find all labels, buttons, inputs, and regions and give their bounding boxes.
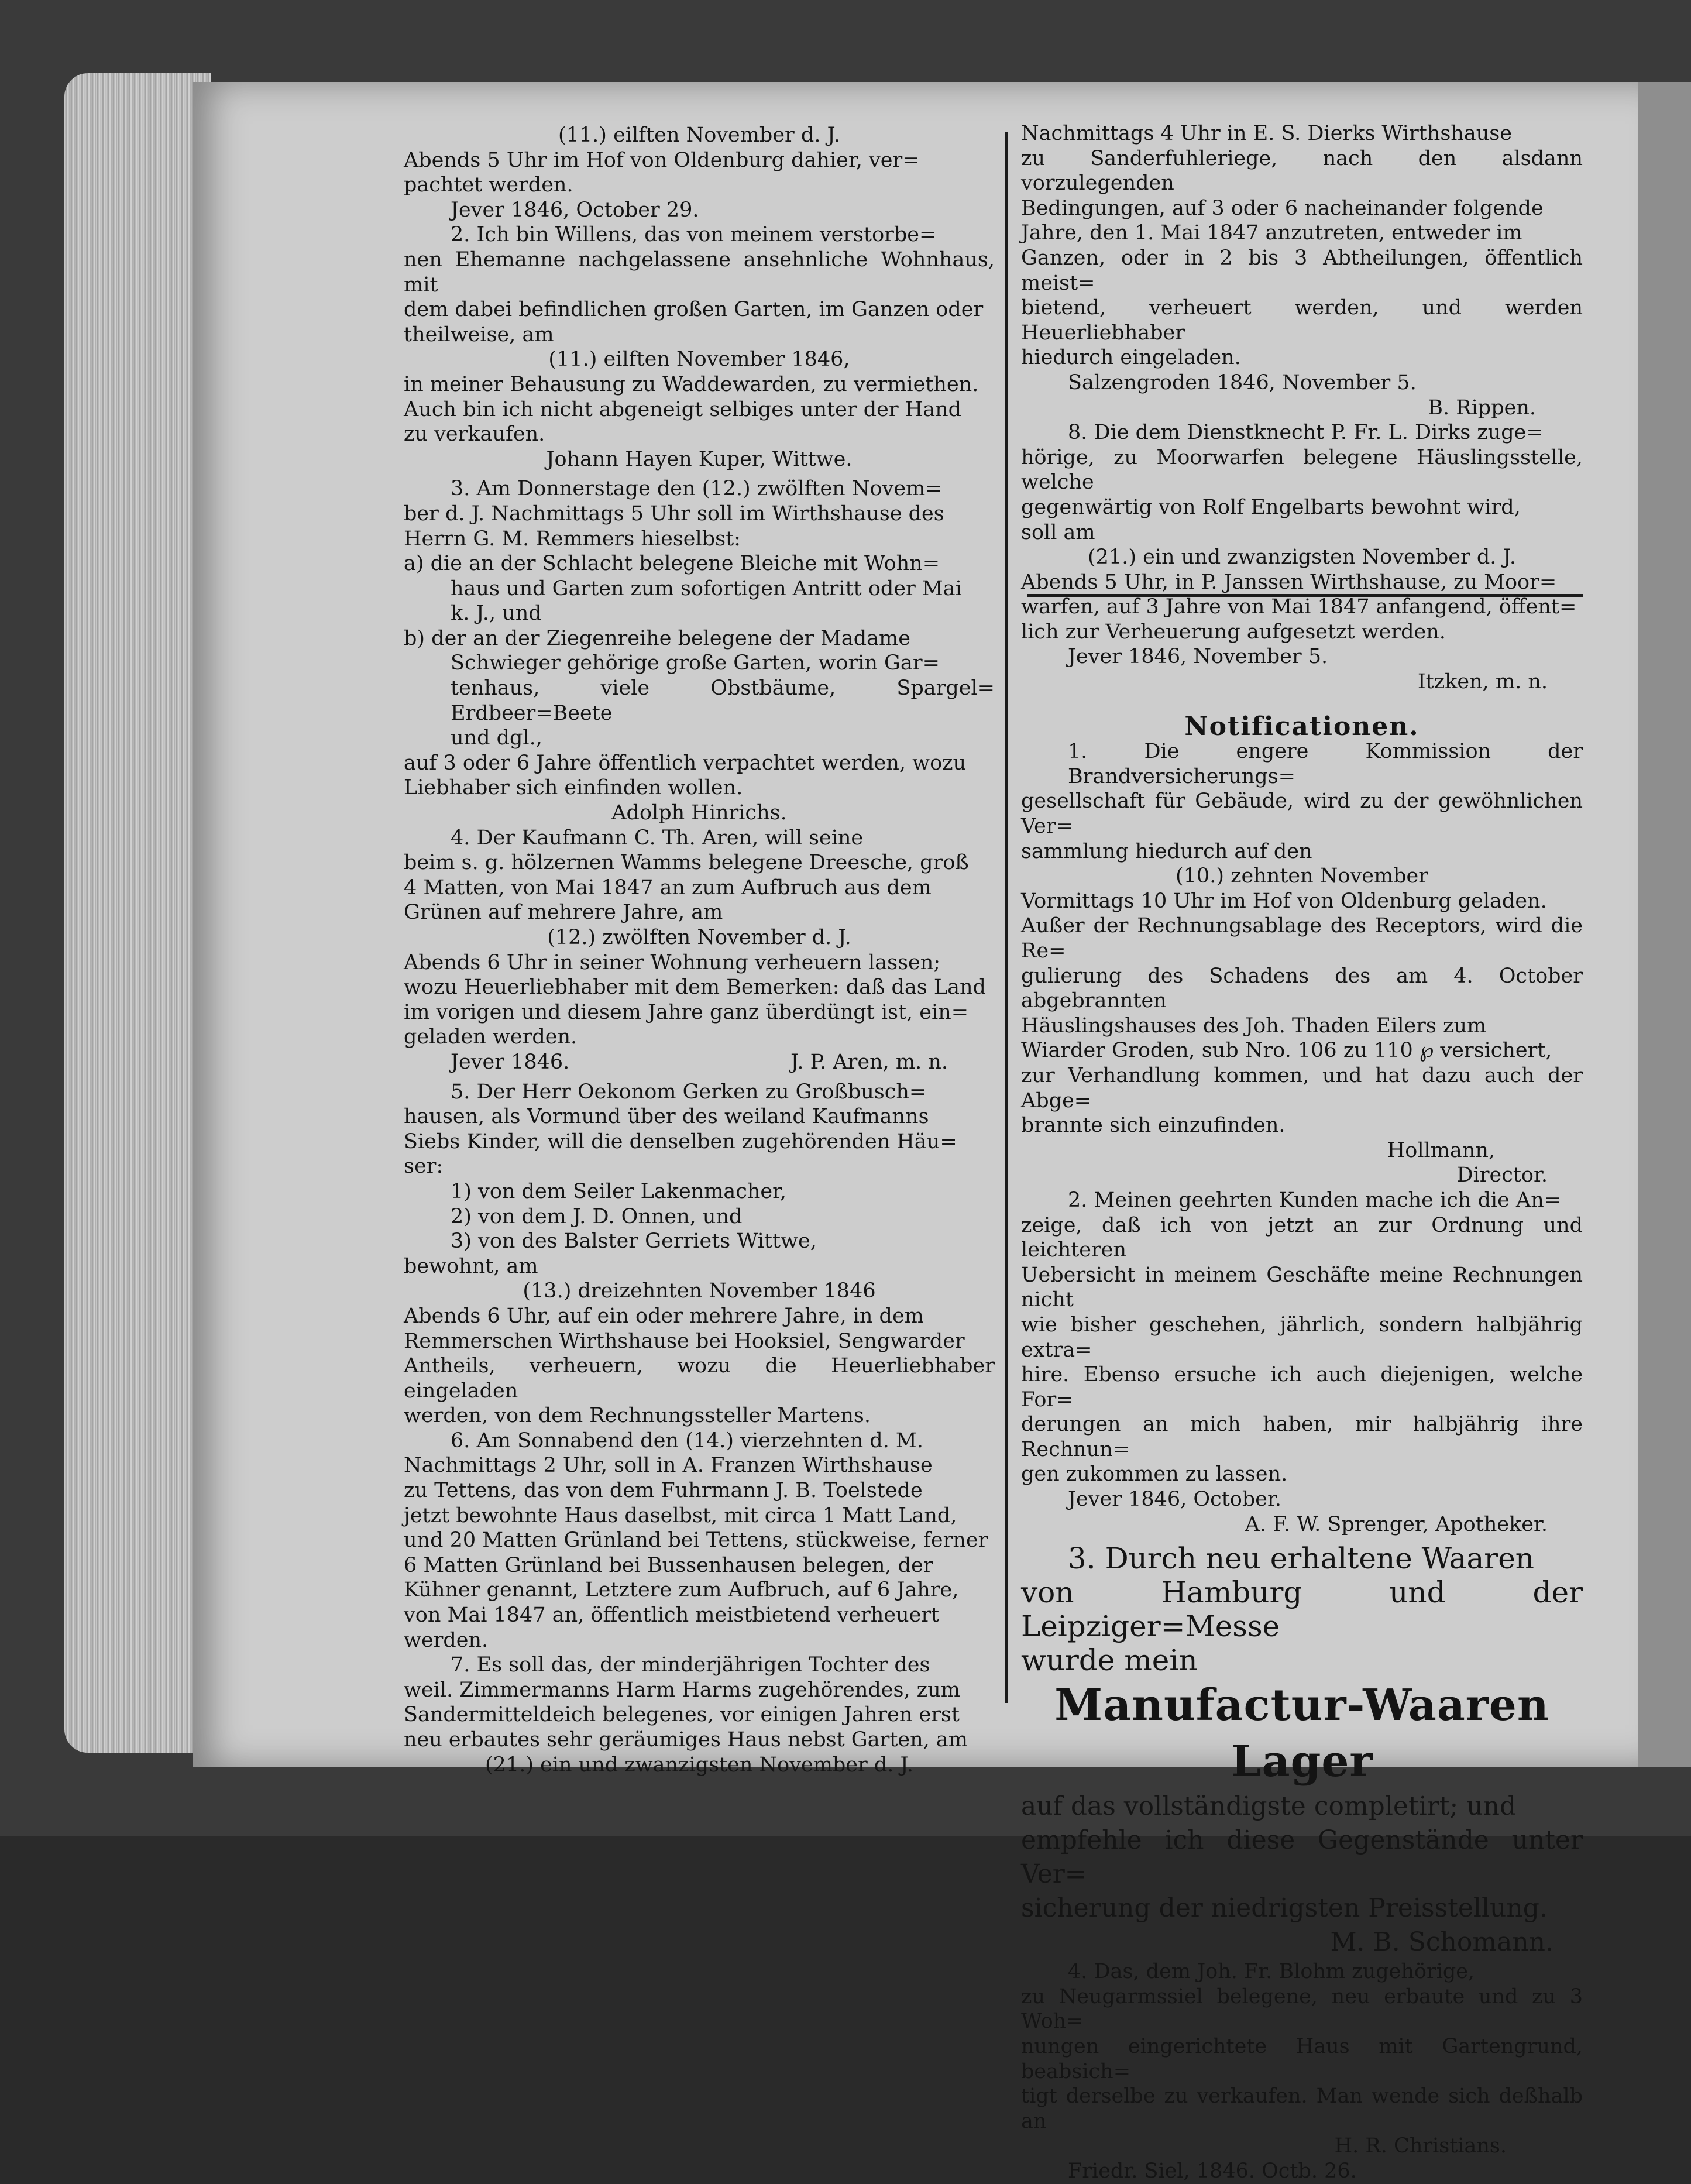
text-line: gen zukommen zu lassen. [1021, 1462, 1288, 1486]
text-line: Herrn G. M. Remmers hieselbst: [404, 527, 741, 551]
place-date: Jever 1846. [451, 1050, 570, 1074]
text-line: 6 Matten Grünland bei Bussenhausen belegen, der [404, 1553, 933, 1577]
text-line: (21.) ein und zwanzigsten November d. J. [1088, 545, 1516, 569]
signature-line: B. Rippen. [1428, 396, 1536, 420]
text-line: ber d. J. Nachmittags 5 Uhr soll im Wirthshause des [404, 502, 944, 526]
text-line: derungen an mich haben, mir halbjährig ihre Rechnun= [1021, 1413, 1583, 1461]
signature-line: Hollmann, [1387, 1138, 1495, 1162]
text-line: jetzt bewohnte Haus daselbst, mit circa 1 Matt Land, [404, 1503, 957, 1527]
text-line: theilweise, am [404, 322, 554, 346]
text-line: Grünen auf mehrere Jahre, am [404, 901, 723, 925]
text-line: k. J., und [451, 602, 542, 626]
text-line: Jever 1846, October. [1068, 1488, 1281, 1512]
book-page-edges [64, 73, 211, 1753]
text-line: Liebhaber sich einfinden wollen. [404, 776, 743, 800]
text-line: nen Ehemanne nachgelassene ansehnliche Wohnhaus, mit [404, 248, 995, 297]
text-line: soll am [1021, 520, 1095, 544]
text-line: Antheils, verheuern, wozu die Heuerliebhaber eingeladen [404, 1354, 995, 1403]
text-line: Schwieger gehörige große Garten, worin Gar= [451, 651, 940, 675]
signature-line: A. F. W. Sprenger, Apotheker. [1245, 1512, 1548, 1536]
text-line: (10.) zehnten November [1176, 864, 1428, 888]
text-line: Häuslingshauses des Joh. Thaden Eilers zum [1021, 1014, 1487, 1038]
signature-line: Adolph Hinrichs. [611, 801, 787, 825]
text-line: 1) von dem Seiler Lakenmacher, [451, 1179, 787, 1203]
text-line: gegenwärtig von Rolf Engelbarts bewohnt wird, [1021, 495, 1521, 519]
signature-line: Johann Hayen Kuper, Wittwe. [546, 447, 853, 471]
text-line: von Mai 1847 an, öffentlich meistbietend verheuert [404, 1603, 940, 1627]
text-line: ser: [404, 1155, 444, 1179]
text-line: Jever 1846, November 5. [1068, 645, 1328, 669]
text-line: 4. Das, dem Joh. Fr. Blohm zugehörige, [1068, 1960, 1475, 1984]
text-line: weil. Zimmermanns Harm Harms zugehörendes, zum [404, 1678, 960, 1702]
advertisement-headline: Lager [1231, 1736, 1373, 1787]
text-line: 5. Der Herr Oekonom Gerken zu Großbusch= [451, 1080, 927, 1104]
section-heading: Notificationen. [1184, 711, 1420, 741]
text-line: 1. Die engere Kommission der Brandversicherungs= [1068, 740, 1583, 788]
text-line: zur Verhandlung kommen, und hat dazu auch der Abge= [1021, 1063, 1583, 1112]
text-line: beim s. g. hölzernen Wamms belegene Dreesche, groß [404, 851, 969, 875]
text-line: und 20 Matten Grünland bei Tettens, stückweise, ferner [404, 1529, 988, 1553]
text-line: tenhaus, viele Obstbäume, Spargel= Erdbeer=Beete [451, 677, 995, 725]
text-line: a) die an der Schlacht belegene Bleiche mit Wohn= [404, 552, 940, 576]
text-line: Kühner genannt, Letztere zum Aufbruch, auf 6 Jahre, [404, 1578, 959, 1602]
text-line: neu erbautes sehr geräumiges Haus nebst Garten, am [404, 1728, 968, 1752]
text-line: werden, von dem Rechnungssteller Martens. [404, 1404, 871, 1428]
text-line: wie bisher geschehen, jährlich, sondern halbjährig extra= [1021, 1313, 1583, 1362]
advertisement-headline: Manufactur-Waaren [1054, 1680, 1549, 1731]
text-line: bietend, verheuert werden, und werden Heuerliebhaber [1021, 296, 1583, 345]
text-line: zu Sanderfuhleriege, nach den alsdann vorzulegenden [1021, 146, 1583, 195]
text-line: Nachmittags 4 Uhr in E. S. Dierks Wirthshause [1021, 122, 1512, 145]
text-line: Wiarder Groden, sub Nro. 106 zu 110 ℘ versichert, [1021, 1039, 1552, 1063]
text-line: Abends 6 Uhr, auf ein oder mehrere Jahre, in dem [404, 1304, 924, 1328]
text-line: (11.) eilften November 1846, [548, 348, 850, 372]
text-line: 2) von dem J. D. Onnen, und [451, 1204, 743, 1228]
signature-line [404, 1050, 995, 1075]
text-line: gulierung des Schadens des am 4. October abgebrannten [1021, 964, 1583, 1013]
text-line: (21.) ein und zwanzigsten November d. J. [485, 1753, 913, 1777]
text-line: Bedingungen, auf 3 oder 6 nacheinander folgende [1021, 196, 1544, 220]
left-column [404, 123, 995, 1777]
signature-line: M. B. Schomann. [1330, 1927, 1553, 1958]
text-line: nungen eingerichtete Haus mit Gartengrund, beabsich= [1021, 2035, 1583, 2083]
text-line: in meiner Behausung zu Waddewarden, zu vermiethen. [404, 372, 979, 396]
advertisement-line: sicherung der niedrigsten Preisstellung. [1021, 1893, 1548, 1924]
text-line: 6. Am Sonnabend den (14.) vierzehnten d. M. [451, 1428, 923, 1452]
text-line: Uebersicht in meinem Geschäfte meine Rechnungen nicht [1021, 1263, 1583, 1312]
text-line: 2. Ich bin Willens, das von meinem verstorbe= [451, 223, 937, 247]
text-line: zu verkaufen. [404, 423, 545, 447]
text-line: werden. [404, 1628, 489, 1652]
text-line: (11.) eilften November d. J. [558, 123, 841, 147]
signature-line: Itzken, m. n. [1417, 670, 1548, 694]
text-line: Friedr. Siel, 1846. Octb. 26. [1068, 2159, 1357, 2183]
text-line: 3) von des Balster Gerriets Wittwe, [451, 1230, 817, 1254]
advertisement-line: von Hamburg und der Leipziger=Messe [1021, 1575, 1583, 1644]
text-line: hörige, zu Moorwarfen belegene Häuslingsstelle, welche [1021, 445, 1583, 495]
text-line: bewohnt, am [404, 1254, 538, 1278]
text-line: Abends 5 Uhr, in P. Janssen Wirthshause, zu Moor= [1021, 570, 1557, 594]
text-line: 2. Meinen geehrten Kunden mache ich die An= [1068, 1188, 1562, 1212]
text-line: im vorigen und diesem Jahre ganz überdüngt ist, ein= [404, 1000, 969, 1024]
text-line: Außer der Rechnungsablage des Receptors, wird die Re= [1021, 914, 1583, 963]
text-line: sammlung hiedurch auf den [1021, 839, 1312, 863]
text-line: 7. Es soll das, der minderjährigen Tochter des [451, 1653, 930, 1677]
text-line: Abends 6 Uhr in seiner Wohnung verheuern lassen; [404, 950, 941, 974]
text-line: Remmerschen Wirthshause bei Hooksiel, Sengwarder [404, 1329, 965, 1353]
advertisement-line: wurde mein [1021, 1643, 1198, 1678]
text-line: Abends 5 Uhr im Hof von Oldenburg dahier, ver= [404, 148, 920, 172]
text-line: Jahre, den 1. Mai 1847 anzutreten, entweder im [1021, 221, 1522, 245]
text-line: Ganzen, oder in 2 bis 3 Abtheilungen, öffentlich meist= [1021, 246, 1583, 295]
signature-line: H. R. Christians. [1334, 2134, 1507, 2158]
text-line: pachtet werden. [404, 173, 573, 197]
text-line: zu Neugarmssiel belegene, neu erbaute und zu 3 Woh= [1021, 1984, 1583, 2034]
text-line: Salzengroden 1846, November 5. [1068, 370, 1417, 394]
text-line: (13.) dreizehnten November 1846 [523, 1279, 876, 1303]
text-line: 4. Der Kaufmann C. Th. Aren, will seine [451, 826, 864, 850]
text-line: (12.) zwölften November d. J. [547, 926, 851, 949]
advertisement-line: empfehle ich diese Gegenstände unter Ver= [1021, 1825, 1583, 1890]
text-line: warfen, auf 3 Jahre von Mai 1847 anfangend, öffent= [1021, 595, 1577, 619]
text-line: hire. Ebenso ersuche ich auch diejenigen, welche For= [1021, 1363, 1583, 1412]
text-line: dem dabei befindlichen großen Garten, im Ganzen oder [404, 298, 984, 322]
text-line: Nachmittags 2 Uhr, soll in A. Franzen Wirthshause [404, 1454, 933, 1478]
text-line: auf 3 oder 6 Jahre öffentlich verpachtet werden, wozu [404, 751, 967, 775]
text-line: Jever 1846, October 29. [451, 198, 699, 222]
text-line: tigt derselbe zu verkaufen. Man wende sich deßhalb an [1021, 2085, 1583, 2133]
text-line: hiedurch eingeladen. [1021, 346, 1241, 370]
text-line: Sandermitteldeich belegenes, vor einigen Jahren erst [404, 1703, 960, 1727]
right-column [1021, 121, 1583, 2184]
signature-title: Director. [1456, 1163, 1548, 1187]
text-line: brannte sich einzufinden. [1021, 1114, 1286, 1138]
text-line: Siebs Kinder, will die denselben zugehörenden Häu= [404, 1129, 957, 1153]
advertisement-line: 3. Durch neu erhaltene Waaren [1068, 1541, 1534, 1576]
text-line: geladen werden. [404, 1025, 578, 1049]
advertisement-line: auf das vollständigste completirt; und [1021, 1791, 1517, 1822]
text-line: hausen, als Vormund über des weiland Kaufmanns [404, 1105, 929, 1129]
text-line: zeige, daß ich von jetzt an zur Ordnung und leichteren [1021, 1213, 1583, 1262]
signature: J. P. Aren, m. n. [790, 1050, 948, 1074]
text-line: Auch bin ich nicht abgeneigt selbiges unter der Hand [404, 397, 962, 421]
text-line: 8. Die dem Dienstknecht P. Fr. L. Dirks zuge= [1068, 421, 1544, 445]
text-line: zu Tettens, das von dem Fuhrmann J. B. Toelstede [404, 1479, 923, 1503]
text-line: und dgl., [451, 726, 542, 750]
column-divider [1005, 132, 1008, 1703]
text-line: 4 Matten, von Mai 1847 an zum Aufbruch aus dem [404, 875, 932, 899]
text-line: haus und Garten zum sofortigen Antritt oder Mai [451, 576, 962, 600]
text-line: gesellschaft für Gebäude, wird zu der gewöhnlichen Ver= [1021, 789, 1583, 839]
text-line: Vormittags 10 Uhr im Hof von Oldenburg geladen. [1021, 889, 1547, 913]
text-line: 3. Am Donnerstage den (12.) zwölften Novem= [451, 477, 943, 501]
facing-page-edge [1638, 82, 1691, 1767]
text-line: b) der an der Ziegenreihe belegene der Madame [404, 626, 910, 650]
text-line: lich zur Verheuerung aufgesetzt werden. [1021, 620, 1446, 644]
text-line: wozu Heuerliebhaber mit dem Bemerken: daß das Land [404, 976, 986, 1000]
